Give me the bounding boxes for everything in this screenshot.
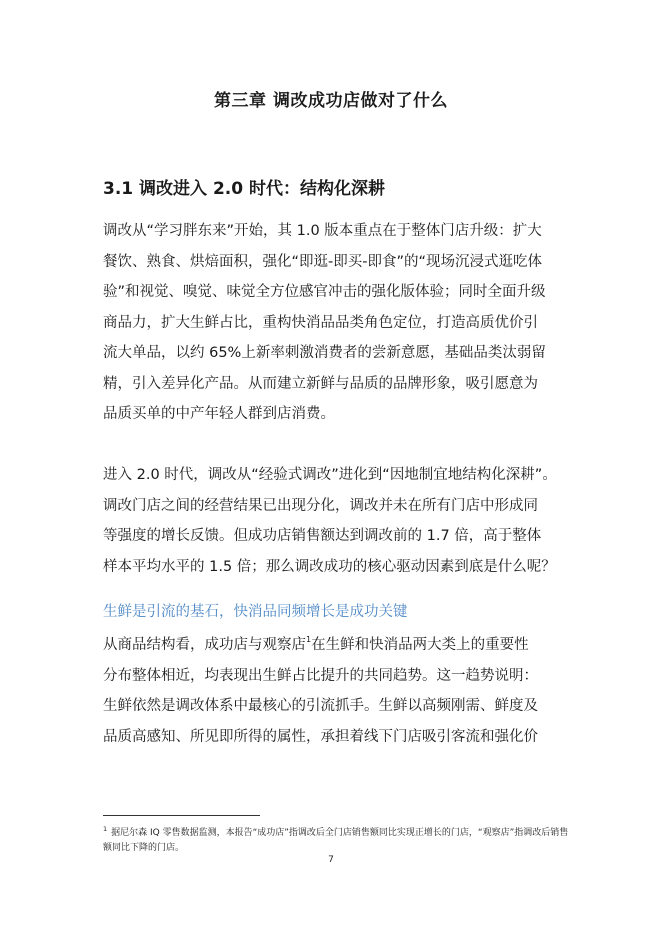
paragraph-3	[103, 630, 563, 752]
paragraph-line: 生鲜依然是调改体系中最核心的引流抓手。生鲜以高频刚需、鲜度及	[103, 698, 538, 714]
paragraph-line: 等强度的增长反馈。但成功店销售额达到调改前的 1.7 倍，高于整体	[103, 528, 542, 544]
paragraph-line: 调改门店之间的经营结果已出现分化，调改并未在所有门店中形成同	[103, 497, 538, 514]
page-number: 7	[328, 855, 334, 865]
chapter-title: 第三章 调改成功店做对了什么	[214, 91, 448, 111]
paragraph-line: 进入 2.0 时代，调改从“经验式调改”进化到“因地制宜地结构化深耕”。	[103, 467, 557, 483]
subheading-block	[103, 597, 563, 628]
paragraph-line: 验”和视觉、嗅觉、味觉全方位感官冲击的强化版体验；同时全面升级	[103, 284, 546, 300]
paragraph-text: 从商品结构看，成功店与观察店	[103, 637, 306, 653]
paragraph-line: 品质高感知、所见即所得的属性，承担着线下门店吸引客流和强化价	[103, 728, 538, 745]
subheading: 生鲜是引流的基石，快消品同频增长是成功关键	[103, 604, 408, 620]
paragraph-1	[103, 216, 563, 430]
paragraph-line	[103, 630, 563, 661]
footnote-divider	[103, 815, 260, 816]
footnote-reference: 1	[306, 635, 312, 645]
paragraph-line: 餐饮、熟食、烘焙面积，强化“即逛-即买-即食”的“现场沉浸式逛吃体	[103, 253, 542, 270]
paragraph-2	[103, 460, 563, 582]
paragraph-line: 品质买单的中产年轻人群到店消费。	[103, 406, 335, 422]
footnote-text: 据尼尔森 IQ 零售数据监测，本报告“成功店”指调改后全门店销售额同比实现正增长的门店，“观察店”指调改后销售额同比下降的门店。	[103, 828, 569, 853]
paragraph-line: 流大单品，以约 65%上新率刺激消费者的尝新意愿，基础品类汰弱留	[103, 345, 546, 361]
footnote	[103, 822, 573, 856]
footnote-mark: 1	[103, 825, 108, 833]
paragraph-line: 样本平均水平的 1.5 倍；那么调改成功的核心驱动因素到底是什么呢？	[103, 558, 556, 575]
paragraph-line: 调改从“学习胖东来”开始，其 1.0 版本重点在于整体门店升级：扩大	[103, 223, 542, 239]
section-title: 3.1 调改进入 2.0 时代：结构化深耕	[103, 179, 385, 199]
paragraph-line: 分布整体相近，均表现出生鲜占比提升的共同趋势。这一趋势说明：	[103, 667, 538, 684]
paragraph-line: 商品力，扩大生鲜占比，重构快消品品类角色定位，打造高质优价引	[103, 314, 538, 331]
paragraph-text: 在生鲜和快消品两大类上的重要性	[311, 637, 529, 653]
paragraph-line: 精，引入差异化产品。从而建立新鲜与品质的品牌形象，吸引愿意为	[103, 375, 538, 392]
